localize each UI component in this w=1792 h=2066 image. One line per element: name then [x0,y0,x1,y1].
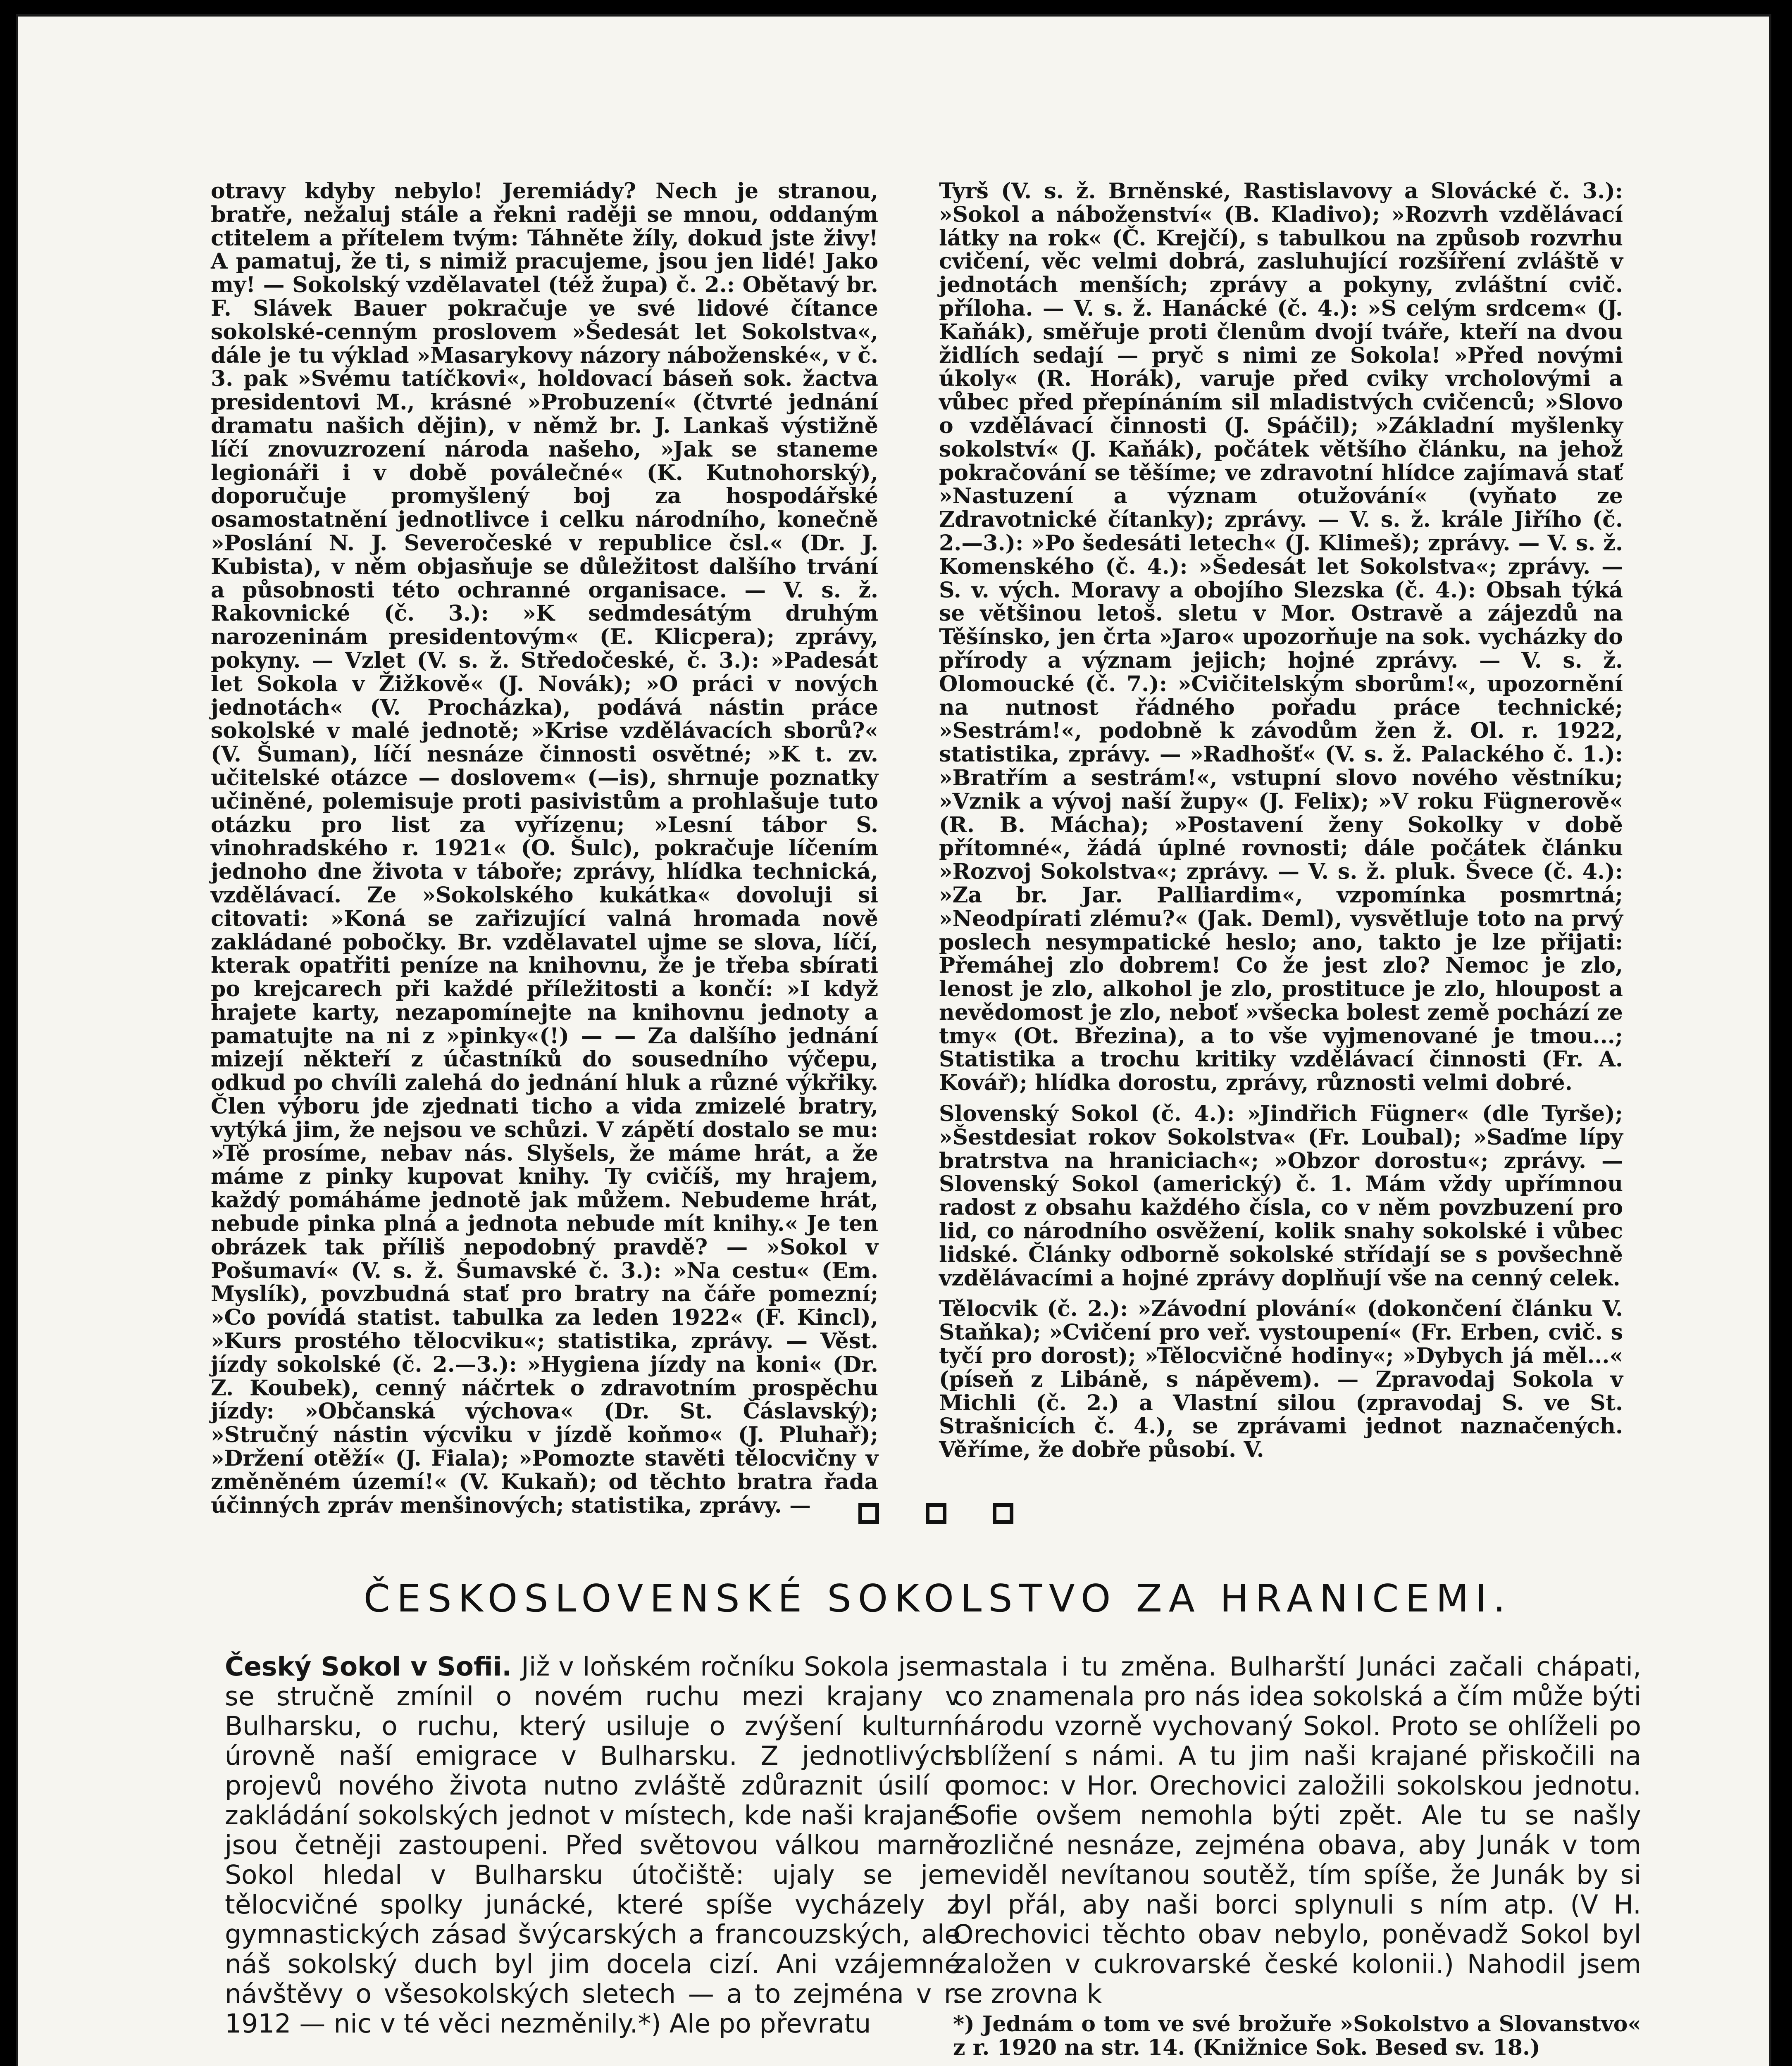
square-ornament-icon [858,1503,879,1524]
paragraph: Slovenský Sokol (č. 4.): »Jindřich Fügner« (dle Tyrše); »Šestdesiat rokov Sokolstva« (Fr. Loubal); »Saďme lípy bratrstva na hraniciach«; »Obzor dorostu«; zprávy. — Slovenský Sokol (americký) č. 1. Mám vždy upřímnou radost z obsahu každého čísla, co v něm povzbuzení pro lid, co národního osvěžení, kolik snahy sokolské i vůbec lidské. Články odborně sokolské střídají se s povšechně vzdělávacími a hojné zprávy doplňují vše na cenný celek. [939,1101,1623,1291]
section-divider-ornament [858,1503,1013,1528]
article-text: Již v loňském ročníku Sokola jsem se stručně zmínil o novém ruchu mezi krajany v Bulharsku, o ruchu, který usiluje o zvýšení kulturní úrovně naší emigrace v Bulharsku. Z jednotlivých projevů nového života nutno zvláště zdůraznit úsilí o zakládání sokolských jednot v místech, kde naši krajané jsou četněji zastoupeni. Před světovou válkou marně Sokol hledal v Bulharsku útočiště: ujaly se jen tělocvičné spolky junácké, které spíše vycházely z gymnastických zásad švýcarských a francouzských, ale náš sokolský duch byl jim docela cizí. Ani vzájemné návštěvy o všesokolských sletech — a to zejména v r. 1912 — nic v té věci nezměnily.*) Ale po převratu [225,1652,961,2039]
document-page [16,14,1771,2066]
article-column-right [953,1652,1641,2009]
paragraph: otravy kdyby nebylo! Jeremiády? Nech je stranou, bratře, nežaluj stále a řekni raději se mnou, oddaným ctitelem a přítelem tvým: Táhněte žíly, dokud jste živy! A pamatuj, že ti, s nimiž pracujeme, jsou jen lidé! Jako my! — Sokolský vzdělavatel (též župa) č. 2.: Obětavý br. F. Slávek Bauer pokračuje ve své lidové čítance sokolské-cenným proslovem »Šedesát let Sokolstva«, dále je tu výklad »Masarykovy názory náboženské«, v č. 3. pak »Svému tatíčkovi«, holdovací báseň sok. žactva presidentovi M., krásné »Probuzení« (čtvrté jednání dramatu našich dějin), v němž br. J. Lankaš výstižně líčí znovuzrození národa našeho, »Jak se staneme legionáři i v době poválečné« (K. Kutnohorský), doporučuje promyšlený boj za hospodářské osamostatnění jednotlivce i celku národního, konečně »Poslání N. J. Severočeské v republice čsl.« (Dr. J. Kubista), v něm objasňuje se důležitost dalšího trvání a působnosti této ochranné organisace. — V. s. ž. Rakovnické (č. 3.): »K sedmdesátým druhým narozeninám presidentovým« (E. Klicpera); zprávy, pokyny. — Vzlet (V. s. ž. Středočeské, č. 3.): »Padesát let Sokola v Žižkově« (J. Novák); »O práci v nových jednotách« (V. Procházka), podává nástin práce sokolské v malé jednotě; »Krise vzdělávacích sborů?« (V. Šuman), líčí nesnáze činnosti osvětné; »K t. zv. učitelské otázce — doslovem« (—is), shrnuje poznatky učiněné, polemisuje proti pasivistům a prohlašuje tuto otázku pro list za vyřízenu; »Lesní tábor S. vinohradského r. 1921« (O. Šulc), pokračuje líčením jednoho dne života v táboře; zprávy, hlídka technická, vzdělávací. Ze »Sokolského kukátka« dovoluji si citovati: »Koná se zařizující valná hromada nově zakládané pobočky. Br. vzdělavatel ujme se slova, líčí, kterak opatřiti peníze na knihovnu, že je třeba sbírati po krejcarech při každé příležitosti a končí: »I když hrajete karty, nezapomínejte na knihovnu jednoty a pamatujte na ni z »pinky«(!) — — Za dalšího jednání mizejí někteří z účastníků do sousedního výčepu, odkud po chvíli zalehá do jednání hluk a různé výkřiky. Člen výboru jde zjednati ticho a vida zmizelé bratry, vytýká jim, že nejsou ve schůzi. V zápětí dostalo se mu: »Tě prosíme, nebav nás. Slyšels, že máme hrát, a že máme z pinky kupovat knihy. Ty cvičíš, my hrajem, každý pomáháme jednotě jak můžem. Nebudeme hrát, nebude pinka plná a jednota nebude mít knihy.« Je ten obrázek tak příliš nepodobný pravdě? — »Sokol v Pošumaví« (V. s. ž. Šumavské č. 3.): »Na cestu« (Em. Myslík), povzbudná stať pro bratry na čáře pomezní; »Co povídá statist. tabulka za leden 1922« (F. Kincl), »Kurs prostého tělocviku«; statistika, zprávy. — Věst. jízdy sokolské (č. 2.—3.): »Hygiena jízdy na koni« (Dr. Z. Koubek), cenný náčrtek o zdravotním prospěchu jízdy: »Občanská výchova« (Dr. St. Čáslavský); »Stručný nástin výcviku v jízdě koňmo« (J. Pluhař); »Držení otěží« (J. Fiala); »Pomozte stavěti tělocvičny v změněném území!« (V. Kukaň); od těchto bratra řada účinných zpráv menšinových; statistika, zprávy. — [211,179,878,1518]
article-lead: Český Sokol v Sofii. [225,1652,522,1682]
review-column-right [939,180,1623,1462]
footnote: *) Jednám o tom ve své brožuře »Sokolstvo a Slovanstvo« z r. 1920 na str. 14. (Knižnice Sok. Besed sv. 18.) [953,2011,1641,2060]
paragraph: Tyrš (V. s. ž. Brněnské, Rastislavovy a Slovácké č. 3.): »Sokol a náboženství« (B. Kladivo); »Rozvrh vzdělávací látky na rok« (Č. Krejčí), s tabulkou na způsob rozvrhu cvičení, věc velmi dobrá, zasluhující rozšíření zvláště v jednotách menších; zprávy a pokyny, zvláštní cvič. příloha. — V. s. ž. Hanácké (č. 4.): »S celým srdcem« (J. Kaňák), směřuje proti členům dvojí tváře, kteří na dvou židlích sedají — pryč s nimi ze Sokola! »Před novými úkoly« (R. Horák), varuje před cviky vrcholovými a vůbec před přepínáním sil mladistvých cvičenců; »Slovo o vzdělávací činnosti (J. Spáčil); »Základní myšlenky sokolství« (J. Kaňák), počátek většího článku, na jehož pokračování se těšíme; ve zdravotní hlídce zajímavá stať »Nastuzení a význam otužování« (vyňato ze Zdravotnické čítanky); zprávy. — V. s. ž. krále Jiřího (č. 2.—3.): »Po šedesáti letech« (J. Klimeš); zprávy. — V. s. ž. Komenského (č. 4.): »Šedesát let Sokolstva«; zprávy. — S. v. vých. Moravy a obojího Slezska (č. 4.): Obsah týká se většinou letoš. sletu v Mor. Ostravě a zájezdů na Těšínsko, jen črta »Jaro« upozorňuje na sok. vycházky do přírody a význam jejich; hojné zprávy. — V. s. ž. Olomoucké (č. 7.): »Cvičitelským sborům!«, upozornění na nutnost řádného pořadu práce technické; »Sestrám!«, podobně k závodům žen ž. Ol. r. 1922, statistika, zprávy. — »Radhošť« (V. s. ž. Palackého č. 1.): »Bratřím a sestrám!«, vstupní slovo nového věstníku; »Vznik a vývoj naší župy« (J. Felix); »V roku Fügnerově« (R. B. Mácha); »Postavení ženy Sokolky v době přítomné«, žádá úplné rovnosti; dále počátek článku »Rozvoj Sokolstva«; zprávy. — V. s. ž. pluk. Švece (č. 4.): »Za br. Jar. Palliardim«, vzpomínka posmrtná; »Neodpírati zlému?« (Jak. Deml), vysvětluje toto na prvý poslech nesympatické heslo; ano, takto je lze přijati: Přemáhej zlo dobrem! Co že jest zlo? Nemoc je zlo, lenost je zlo, alkohol je zlo, prostituce je zlo, hloupost a nevědomost je zlo, neboť »všecka bolest země pochází ze tmy« (Ot. Březina), a to vše vyjmenované je tmou...; Statistika a trochu kritiky vzdělávací činnosti (Fr. A. Kovář); hlídka dorostu, zprávy, různosti velmi dobré. [939,179,1623,1096]
paragraph: Tělocvik (č. 2.): »Závodní plování« (dokončení článku V. Staňka); »Cvičení pro veř. vystoupení« (Fr. Erben, cvič. s tyčí pro dorost); »Tělocvičné hodiny«; »Dybych já měl...« (píseň z Libáně, s nápěvem). — Zpravodaj Sokola v Michli (č. 2.) a Vlastní silou (zpravodaj S. ve St. Strašnicích č. 4.), se zprávami jednot naznačených. Věříme, že dobře působí. V. [939,1296,1623,1463]
review-column-left [211,180,878,1517]
square-ornament-icon [926,1503,946,1524]
square-ornament-icon [993,1503,1013,1524]
section-title: ČESKOSLOVENSKÉ SOKOLSTVO ZA HRANICEMI. [363,1576,1512,1621]
article-text: nastala i tu změna. Bulharští Junáci začali chápati, co znamenala pro nás idea sokolská a čím může býti národu vzorně vychovaný Sokol. Proto se ohlíželi po sblížení s námi. A tu jim naši krajané přiskočili na pomoc: v Hor. Orechovici založili sokolskou jednotu. Sofie ovšem nemohla býti zpět. Ale tu se našly rozličné nesnáze, zejména obava, aby Junák v tom neviděl nevítanou soutěž, tím spíše, že Junák by si byl přál, aby naši borci splynuli s ním atp. (V H. Orechovici těchto obav nebylo, poněvadž Sokol byl založen v cukrovarské české kolonii.) Nahodil jsem se zrovna k [953,1652,1641,2009]
article-column-left [225,1652,960,2039]
